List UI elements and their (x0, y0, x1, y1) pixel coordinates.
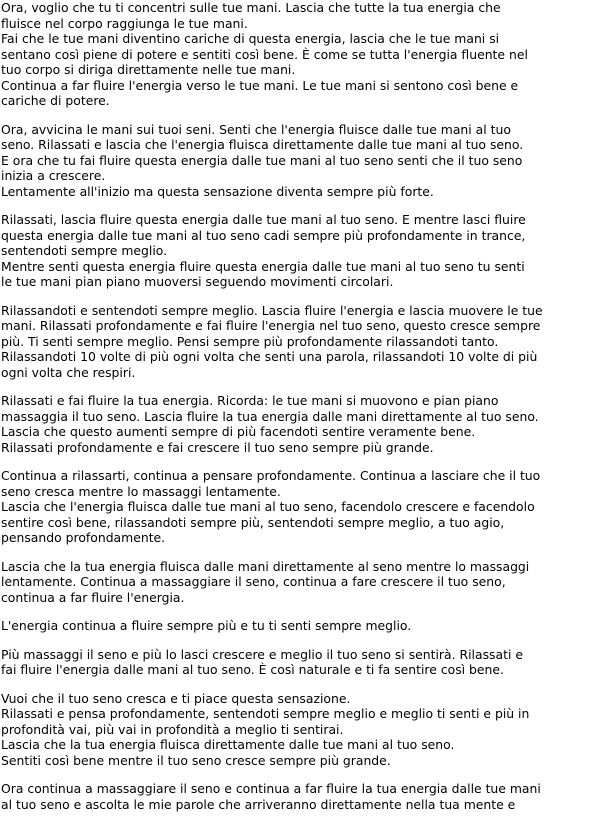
paragraph (1, 0, 601, 109)
text-line: Mentre senti questa energia fluire questa energia dalle tue mani al tuo seno tu senti (1, 258, 525, 274)
text-line: cariche di potere. (1, 93, 110, 108)
paragraph (1, 781, 601, 812)
paragraph (1, 393, 601, 455)
paragraph (1, 691, 601, 769)
text-line: Rilassandoti 10 volte di più ogni volta che senti una parola, rilassandoti 10 volte di più (1, 349, 538, 364)
text-line: al tuo seno e ascolta le mie parole che arriveranno direttamente nella tua mente e (1, 796, 516, 812)
text-line: Continua a rilassarti, continua a pensare profondamente. Continua a lasciare che il tuo (1, 468, 541, 483)
text-line: Lascia che questo aumenti sempre di più facendoti sentire veramente bene. (1, 424, 476, 439)
text-line: Ora continua a massaggiare il seno e continua a far fluire la tua energia dalle tue mani (1, 781, 541, 796)
text-line: E ora che tu fai fluire questa energia dalle tue mani al tuo seno senti che il tuo seno (1, 152, 523, 168)
text-line: pensando profondamente. (1, 530, 166, 545)
text-line: massaggia il tuo seno. Lascia fluire la tua energia dalle mani direttamente al tuo seno. (1, 408, 539, 424)
text-line: fai fluire l'energia dalle mani al tuo seno. È così naturale e ti fa sentire così bene. (1, 662, 504, 677)
text-line: ogni volta che respiri. (1, 364, 136, 380)
text-line: più. Ti senti sempre meglio. Pensi sempre più profondamente rilassandoti tanto. (1, 333, 499, 349)
paragraph (1, 303, 601, 381)
text-line: fluisce nel corpo raggiunga le tue mani. (1, 15, 248, 31)
paragraph (1, 618, 601, 634)
text-line: Lascia che la tua energia fluisca dalle mani direttamente al seno mentre lo massaggi (1, 558, 530, 574)
paragraph (1, 212, 601, 290)
text-line: continua a far fluire l'energia. (1, 589, 185, 605)
paragraph (1, 122, 601, 200)
text-line: questa energia dalle tue mani al tuo seno cadi sempre più profondamente in trance, (1, 227, 526, 243)
text-line: L'energia continua a fluire sempre più e tu ti senti sempre meglio. (1, 618, 412, 633)
text-line: Lascia che l'energia fluisca dalle tue mani al tuo seno, facendolo crescere e facendolo (1, 499, 535, 514)
text-line: sentano così piene di potere e sentiti così bene. È come se tutta l'energia fluente nel (1, 46, 528, 62)
text-line: Ora, avvicina le mani sui tuoi seni. Senti che l'energia fluisce dalle tue mani al tuo (1, 121, 511, 137)
text-line: Fai che le tue mani diventino cariche di questa energia, lascia che le tue mani si (1, 31, 500, 46)
text-line: profondità vai, più vai in profondità a meglio ti sentirai. (1, 721, 344, 737)
text-line: Rilassati, lascia fluire questa energia dalle tue mani al tuo seno. E mentre lasci fluire (1, 212, 526, 227)
text-line: sentire così bene, rilassandoti sempre più, sentendoti sempre meglio, a tuo agio, (1, 514, 505, 530)
text-line: Più massaggi il seno e più lo lasci crescere e meglio il tuo seno si sentirà. Rilassati e (1, 646, 523, 662)
text-line: sentendoti sempre meglio. (1, 243, 168, 258)
text-line: tuo corpo si diriga direttamente nelle tue mani. (1, 62, 296, 77)
text-line: Vuoi che il tuo seno cresca e ti piace questa sensazione. (1, 690, 351, 706)
text-line: mani. Rilassati profondamente e fai fluire l'energia nel tuo seno, questo cresce sempre (1, 318, 541, 333)
text-line: inizia a crescere. (1, 168, 106, 183)
text-line: le tue mani pian piano muoversi seguendo movimenti circolari. (1, 274, 394, 289)
text-line: Ora, voglio che tu ti concentri sulle tue mani. Lascia che tutte la tua energia che (1, 0, 501, 15)
text-line: lentamente. Continua a massaggiare il seno, continua a fare crescere il tuo seno, (1, 574, 506, 589)
paragraph (1, 468, 601, 546)
text-line: Lascia che la tua energia fluisca direttamente dalle tue mani al tuo seno. (1, 737, 455, 752)
text-line: Continua a far fluire l'energia verso le tue mani. Le tue mani si sentono così bene e (1, 77, 519, 93)
text-line: seno. Rilassati e lascia che l'energia fluisca direttamente dalle tue mani al tuo seno. (1, 137, 524, 152)
paragraph (1, 559, 601, 606)
paragraph (1, 647, 601, 678)
text-line: Rilassati e fai fluire la tua energia. Ricorda: le tue mani si muovono e pian piano (1, 393, 499, 408)
text-line: seno cresca mentre lo massaggi lentamente. (1, 483, 281, 499)
text-line: Lentamente all'inizio ma questa sensazione diventa sempre più forte. (1, 183, 434, 199)
text-line: Rilassandoti e sentendoti sempre meglio. Lascia fluire l'energia e lascia muovere le tue (1, 302, 543, 318)
document-body (1, 0, 601, 825)
text-line: Rilassati profondamente e fai crescere il tuo seno sempre più grande. (1, 439, 434, 455)
text-line: Sentiti così bene mentre il tuo seno cresce sempre più grande. (1, 752, 391, 768)
text-line: Rilassati e pensa profondamente, sentendoti sempre meglio e meglio ti senti e più in (1, 706, 530, 721)
